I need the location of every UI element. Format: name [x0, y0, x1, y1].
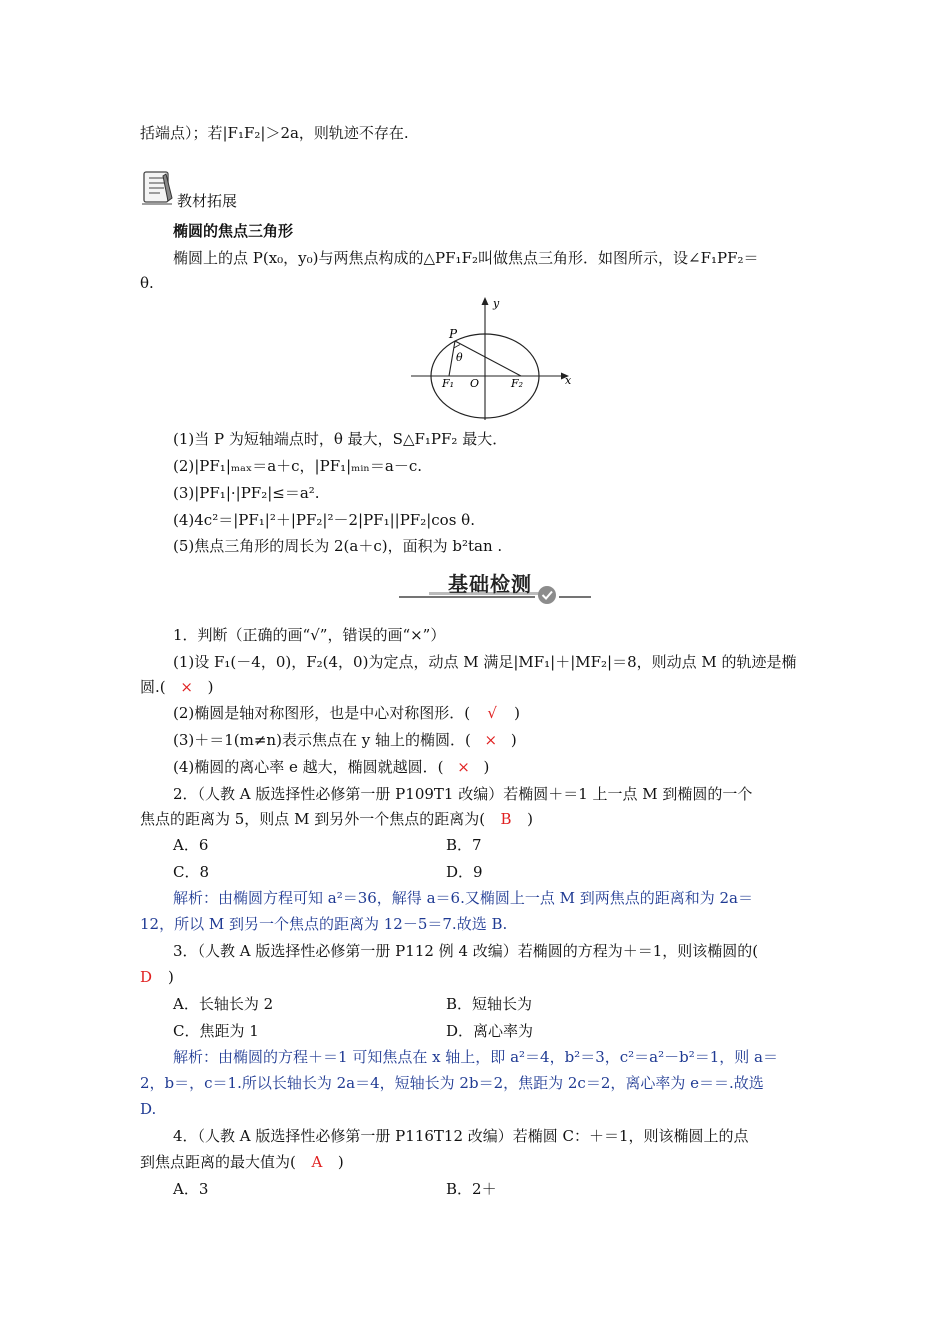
q2-option-b: B．7: [446, 836, 482, 854]
q3-solution-line-3: D.: [140, 1100, 157, 1118]
focus-f2-label: F₂: [511, 377, 524, 390]
ellipse-figure: [405, 292, 585, 424]
q3-solution-line-2: 2，b＝，c＝1.所以长轴长为 2a＝4，短轴长为 2b＝2，焦距为 2c＝2，离心率为 e＝＝.故选: [140, 1074, 764, 1092]
q4-stem-line-1: 4．（人教 A 版选择性必修第一册 P116T12 改编）若椭圆 C：＋＝1，则该椭圆上的点: [173, 1127, 749, 1145]
q3-stem-line-1: 3．（人教 A 版选择性必修第一册 P112 例 4 改编）若椭圆的方程为＋＝1，则该椭圆的(: [173, 942, 759, 960]
property-3: (3)|PF₁|·|PF₂|≤＝a².: [173, 484, 320, 502]
q1-item-4-answer: ×: [457, 758, 470, 776]
intro-line-2: θ.: [140, 274, 154, 292]
scroll-icon: [140, 168, 174, 206]
property-5: (5)焦点三角形的周长为 2(a＋c)，面积为 b²tan .: [173, 537, 503, 555]
axis-y-label: y: [493, 297, 500, 310]
q3-stem-line-2: D ): [140, 968, 174, 986]
origin-label: O: [470, 377, 480, 390]
q1-stem: 1．判断（正确的画“√”，错误的画“×”）: [173, 626, 446, 644]
q4-answer: A: [311, 1153, 323, 1171]
property-1: (1)当 P 为短轴端点时，θ 最大，S△F₁PF₂ 最大．: [173, 430, 508, 448]
q1-item-2-answer: √: [487, 704, 497, 722]
q2-option-d: D．9: [446, 863, 483, 881]
q2-solution-line-2: 12，所以 M 到另一个焦点的距离为 12－5＝7.故选 B.: [140, 915, 508, 933]
q4-option-a: A．3: [173, 1180, 209, 1198]
q3-answer: D: [140, 968, 153, 986]
banner-title: 基础检测: [448, 572, 532, 596]
property-4: (4)4c²＝|PF₁|²＋|PF₂|²－2|PF₁||PF₂|cos θ.: [173, 511, 475, 529]
q1-item-1-line-1: (1)设 F₁(－4，0)，F₂(4，0)为定点，动点 M 满足|MF₁|＋|MF₂|＝8，则动点 M 的轨迹是椭: [173, 653, 797, 671]
intro-line-1: 椭圆上的点 P(x₀，y₀)与两焦点构成的△PF₁F₂叫做焦点三角形．如图所示，设∠F₁PF₂＝: [173, 249, 759, 267]
subheading: 椭圆的焦点三角形: [173, 222, 294, 240]
property-2: (2)|PF₁|ₘₐₓ＝a＋c，|PF₁|ₘᵢₙ＝a－c.: [173, 457, 422, 475]
q1-item-2: (2)椭圆是轴对称图形，也是中心对称图形．( √ ): [173, 704, 520, 722]
focus-f1-label: F₁: [442, 377, 455, 390]
q4-stem-line-2: 到焦点距离的最大值为( A ): [140, 1153, 344, 1171]
theta-label: θ: [456, 351, 463, 364]
q3-option-b: B．短轴长为: [446, 995, 533, 1013]
q2-solution-line-1: 解析：由椭圆方程可知 a²＝36，解得 a＝6.又椭圆上一点 M 到两焦点的距离和为 2a＝: [173, 889, 753, 907]
q1-item-1-line-2: 圆.( × ): [140, 678, 214, 696]
q1-item-4: (4)椭圆的离心率 e 越大，椭圆就越圆．( × ): [173, 758, 490, 776]
q3-option-d: D．离心率为: [446, 1022, 534, 1040]
q3-option-c: C．焦距为 1: [173, 1022, 259, 1040]
q2-answer: B: [500, 810, 512, 828]
q1-item-3-answer: ×: [484, 731, 498, 749]
q2-option-c: C．8: [173, 863, 210, 881]
section-label: 教材拓展: [177, 192, 238, 210]
q3-solution-line-1: 解析：由椭圆的方程＋＝1 可知焦点在 x 轴上，即 a²＝4，b²＝3，c²＝a²－b²＝1，则 a＝: [173, 1048, 778, 1066]
q3-option-a: A．长轴长为 2: [173, 995, 274, 1013]
top-line: 括端点）；若|F₁F₂|＞2a，则轨迹不存在.: [140, 124, 409, 142]
q2-option-a: A．6: [173, 836, 209, 854]
q1-item-1-answer: ×: [180, 678, 193, 696]
q2-stem-line-1: 2．（人教 A 版选择性必修第一册 P109T1 改编）若椭圆＋＝1 上一点 M 到椭圆的一个: [173, 785, 753, 803]
q2-stem-line-2: 焦点的距离为 5，则点 M 到另外一个焦点的距离为( B ): [140, 810, 533, 828]
q1-item-3: (3)＋＝1(m≠n)表示焦点在 y 轴上的椭圆．( × ): [173, 731, 517, 749]
axis-x-label: x: [565, 374, 572, 387]
point-p-label: P: [449, 327, 458, 341]
q4-option-b: B．2＋: [446, 1180, 497, 1198]
